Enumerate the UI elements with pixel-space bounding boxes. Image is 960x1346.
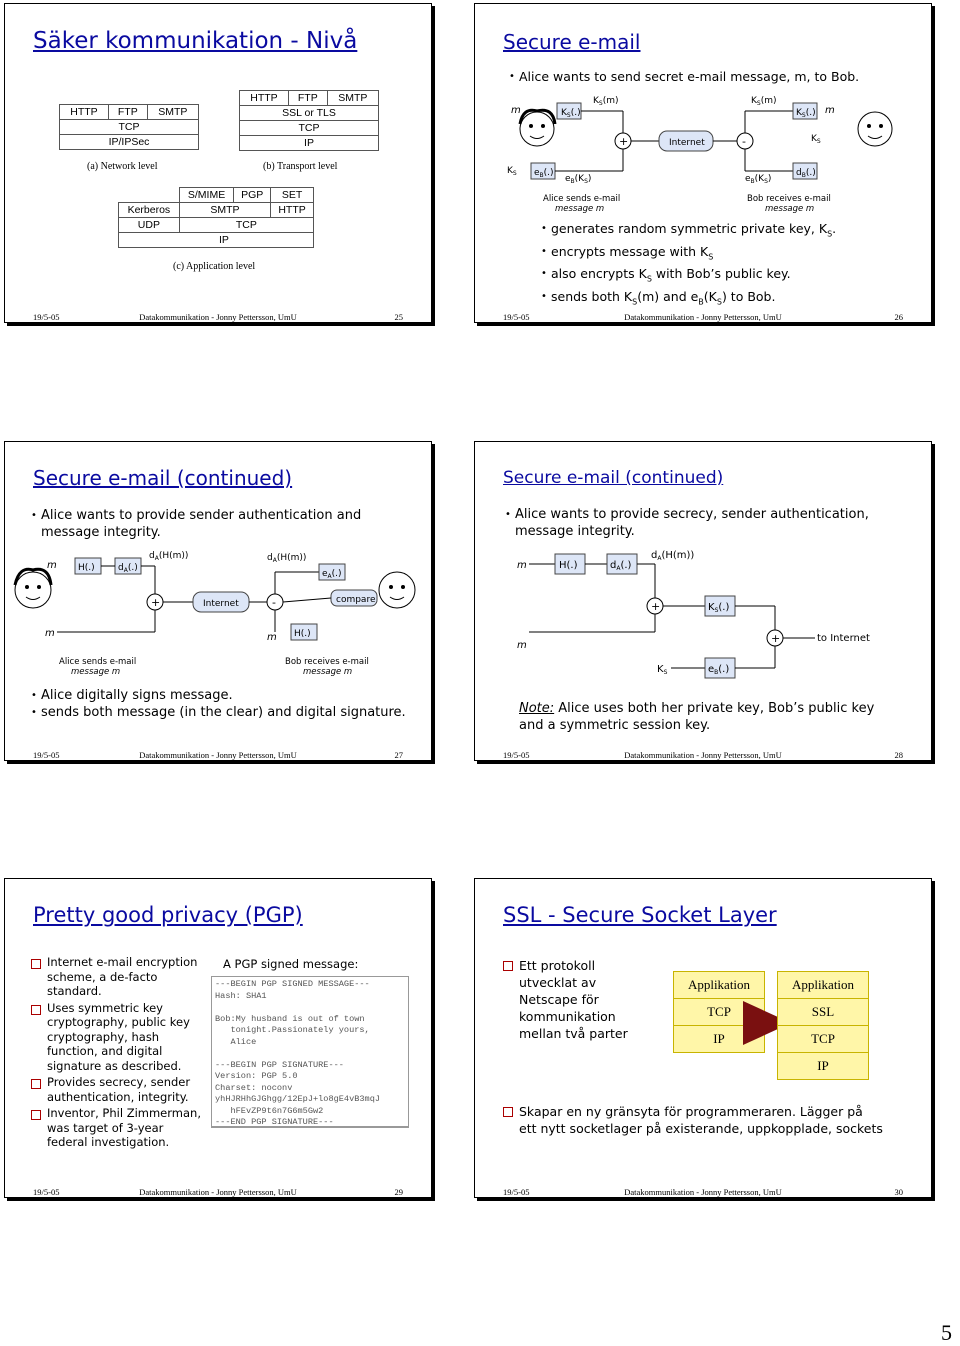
note-body: Alice uses both her private key, Bob’s public key and a symmetric session key. (519, 701, 875, 733)
svg-text:m: m (45, 628, 55, 639)
slide-29 (4, 878, 432, 1198)
svg-text:+: + (651, 600, 661, 613)
key-steps-list (541, 220, 836, 310)
intro-text (31, 507, 401, 541)
svg-text:KS(.): $K_S(.)$ (796, 108, 816, 119)
svg-text:-: - (272, 596, 276, 609)
ks-box-label: $K_S(.)$ (561, 108, 581, 119)
hash-label-right: H(.) (294, 629, 311, 639)
footer-date: 19/5-05 (33, 312, 60, 322)
footer-date: 19/5-05 (503, 1187, 530, 1197)
footer-course: Datakommunikation - Jonny Pettersson, UmU (624, 1187, 782, 1197)
footer-course: Datakommunikation - Jonny Pettersson, UmU (624, 750, 782, 760)
intro-text (509, 68, 859, 85)
feature-item: Internet e-mail encryption scheme, a de-facto standard. (31, 955, 205, 999)
ebks-label-right: $e_B(K_S)$ (745, 174, 772, 185)
bob-caption-2: message m (765, 204, 815, 214)
feature-item: Uses symmetric key cryptography, public key cryptography, hash function, and digital signature as described. (31, 1001, 205, 1074)
pgp-line: yhHJRHhGJGhgg/12EpJ+lo8gE4vB3mqJ (215, 1094, 381, 1104)
caption-application: (c) Application level (173, 261, 256, 272)
caption-network: (a) Network level (87, 161, 158, 172)
signature-diagram (5, 542, 431, 682)
footer-course: Datakommunikation - Jonny Pettersson, UmU (139, 1187, 297, 1197)
slide-25 (4, 3, 432, 323)
footer-date: 19/5-05 (33, 750, 60, 760)
stack-layer: IP (673, 1026, 765, 1053)
stack-layer: TCP (777, 1026, 869, 1053)
label-m-right: m (825, 105, 835, 116)
ksm-label-right: $K_S(m)$ (751, 96, 777, 107)
protocol-cell: SMTP (327, 91, 378, 106)
slide-title: Secure e-mail (continued) (503, 468, 724, 488)
ks-right-label: $K_S$ (811, 134, 821, 145)
pgp-line (215, 1048, 405, 1060)
bob-face-icon (379, 572, 415, 608)
ksm-label: $K_S(m)$ (593, 96, 619, 107)
protocol-cell: SMTP (179, 203, 270, 218)
footer-page: 28 (894, 750, 903, 760)
protocol-cell: IP/IPSec (60, 135, 199, 150)
stack-layer: Applikation (673, 971, 765, 999)
compare-label: compare (336, 595, 376, 605)
protocol-cell: IP (240, 136, 379, 151)
network-level-stack (59, 104, 199, 150)
pgp-line: hFEvZP9t6n7G6m5Gw2 (215, 1105, 324, 1116)
feature-item: Inventor, Phil Zimmerman, was target of 3-year federal investigation. (31, 1106, 205, 1150)
intro-line: • Alice wants to provide secrecy, sender authentication, message integrity. (505, 506, 905, 540)
slide-26 (474, 3, 932, 323)
pgp-line: ---BEGIN PGP SIGNATURE--- (215, 1059, 344, 1070)
ssl-text-2: Skapar en ny gränsyta för programmeraren. Lägger på ett nytt socketlager på existerande, uppkopplade, sockets (503, 1103, 883, 1137)
bob-caption: Bob receives e-mail (285, 657, 369, 667)
svg-text:KS: $K_S$ (657, 664, 668, 676)
bullet-4: • sends both $K_S(m)$ and $e_B(K_S)$ to Bob. (541, 288, 836, 311)
protocol-cell: TCP (60, 120, 199, 135)
stack-layer: Applikation (777, 971, 869, 999)
svg-text:dA(H(m)): $d_A(H(m))$ (267, 553, 307, 564)
pgp-line: Bob:My husband is out of town (215, 1013, 365, 1024)
footer-date: 19/5-05 (503, 750, 530, 760)
alice-caption-2: message m (71, 667, 121, 677)
footer-date: 19/5-05 (503, 312, 530, 322)
alice-caption-2: message m (555, 204, 605, 214)
pgp-line (215, 1002, 405, 1014)
svg-text:+: + (151, 596, 161, 609)
protocol-cell: FTP (108, 105, 147, 120)
ssl-text-1: Ett protokoll utvecklat av Netscape för kommunikation mellan två parter (503, 957, 633, 1042)
protocol-cell: HTTP (271, 203, 314, 218)
alice-face-icon (520, 110, 555, 146)
svg-text:+: + (619, 135, 629, 148)
label-m: m (511, 105, 521, 116)
svg-text:m: m (517, 560, 527, 571)
slide-title: Secure e-mail (continued) (33, 466, 293, 490)
footer-date: 19/5-05 (33, 1187, 60, 1197)
stack-layer: IP (777, 1053, 869, 1080)
bullet-1: • Alice digitally signs message. (31, 687, 406, 704)
slide-title: Secure e-mail (503, 30, 641, 54)
pgp-line: Version: PGP 5.0 (215, 1071, 298, 1081)
bullet-2: • encrypts message with $K_S$ (541, 243, 836, 266)
footer-course: Datakommunikation - Jonny Pettersson, UmU (139, 312, 297, 322)
application-level-stack (118, 187, 314, 248)
slide-27 (4, 441, 432, 761)
protocol-cell: HTTP (60, 105, 109, 120)
alice-face-icon (15, 569, 51, 608)
svg-text:dA(H(m)): $d_A(H(m))$ (651, 550, 695, 562)
slide-28 (474, 441, 932, 761)
protocol-cell: TCP (179, 218, 313, 233)
ks-left-label: $K_S$ (507, 166, 517, 177)
footer-course: Datakommunikation - Jonny Pettersson, UmU (624, 312, 782, 322)
alice-caption: Alice sends e-mail (543, 194, 621, 204)
internet-label: Internet (203, 599, 239, 609)
ssl-stack-diagram (673, 971, 869, 1091)
caption-transport: (b) Transport level (263, 161, 338, 172)
footer-page: 27 (394, 750, 403, 760)
svg-text:dA(.): $d_A(.)$ (118, 563, 138, 574)
protocol-cell: IP (119, 233, 314, 248)
signature-steps (31, 687, 406, 721)
svg-text:eB(.): $e_B(.)$ (534, 168, 554, 179)
protocol-cell: FTP (288, 91, 327, 106)
protocol-cell: S/MIME (179, 188, 234, 203)
ssl-item-2 (503, 1103, 883, 1137)
svg-text:dA(.): $d_A(.)$ (610, 560, 632, 572)
protocol-cell: SMTP (147, 105, 198, 120)
svg-text:m: m (47, 560, 57, 571)
bob-face-icon (858, 112, 892, 146)
svg-text:+: + (771, 632, 781, 645)
svg-text:KS(.): $K_S(.)$ (708, 602, 730, 614)
intro-line: • Alice wants to send secret e-mail message, m, to Bob. (509, 68, 859, 85)
stack-layer: TCP (673, 999, 765, 1026)
pgp-message-box (211, 976, 409, 1128)
svg-text:m: m (267, 632, 277, 643)
feature-item: Provides secrecy, sender authentication, integrity. (31, 1075, 205, 1104)
bullet-2: • sends both message (in the clear) and digital signature. (31, 704, 406, 721)
svg-text:m: m (517, 640, 527, 651)
alice-caption: Alice sends e-mail (59, 657, 137, 667)
bullet-1: • generates random symmetric private key, $K_S$. (541, 220, 836, 243)
ssl-item-1 (503, 957, 633, 1042)
protocol-cell: HTTP (240, 91, 289, 106)
protocol-cell: Kerberos (119, 203, 180, 218)
pgp-line: Charset: noconv (215, 1082, 293, 1093)
right-stack (777, 971, 869, 1080)
bob-caption: Bob receives e-mail (747, 194, 831, 204)
footer-page: 30 (894, 1187, 903, 1197)
bullet-3: • also encrypts $K_S$ with Bob’s public key. (541, 265, 836, 288)
footer-page: 25 (394, 312, 403, 322)
protocol-cell: UDP (119, 218, 180, 233)
arrow-shaft (743, 1011, 763, 1035)
protocol-cell: SET (271, 188, 314, 203)
pgp-line: Alice (215, 1036, 257, 1047)
slide-title: SSL - Secure Socket Layer (503, 903, 777, 927)
pgp-label: A PGP signed message: (223, 957, 359, 971)
note-label: Note: (519, 701, 555, 716)
hash-label: H(.) (559, 560, 578, 571)
bob-caption-2: message m (303, 667, 353, 677)
svg-text:dA(H(m)): $d_A(H(m))$ (149, 551, 189, 562)
stack-layer: SSL (777, 999, 869, 1026)
hash-label: H(.) (78, 563, 95, 573)
page-number: 5 (941, 1320, 952, 1345)
svg-text:eB(.): $e_B(.)$ (708, 664, 730, 676)
protocol-cell: SSL or TLS (240, 106, 379, 121)
pgp-features-list (31, 955, 205, 1150)
transport-level-stack (239, 90, 379, 151)
intro-text (505, 506, 905, 540)
secrecy-diagram (475, 542, 931, 682)
footer-course: Datakommunikation - Jonny Pettersson, UmU (139, 750, 297, 760)
secure-email-diagram (475, 89, 931, 219)
slide-title: Pretty good privacy (PGP) (33, 903, 303, 927)
svg-text:dB(.): $d_B(.)$ (796, 168, 816, 179)
pgp-line: tonight.Passionately yours, (215, 1025, 370, 1035)
note-text (519, 700, 879, 734)
pgp-line: ---BEGIN PGP SIGNED MESSAGE--- (215, 979, 370, 989)
intro-line: • Alice wants to provide sender authentication and message integrity. (31, 507, 401, 541)
internet-label: Internet (669, 138, 705, 148)
to-internet-label: to Internet (817, 633, 870, 644)
footer-page: 29 (394, 1187, 403, 1197)
slide-30 (474, 878, 932, 1198)
slide-title: Säker kommunikation - Nivå (33, 28, 358, 54)
footer-page: 26 (894, 312, 903, 322)
svg-text:-: - (742, 135, 746, 148)
pgp-line: ---END PGP SIGNATURE--- (215, 1117, 334, 1127)
protocol-cell: PGP (234, 188, 271, 203)
pgp-line: Hash: SHA1 (215, 990, 267, 1001)
svg-text:eA(.): $e_A(.)$ (322, 569, 342, 580)
protocol-cell: TCP (240, 121, 379, 136)
ebks-label: $e_B(K_S)$ (565, 174, 592, 185)
